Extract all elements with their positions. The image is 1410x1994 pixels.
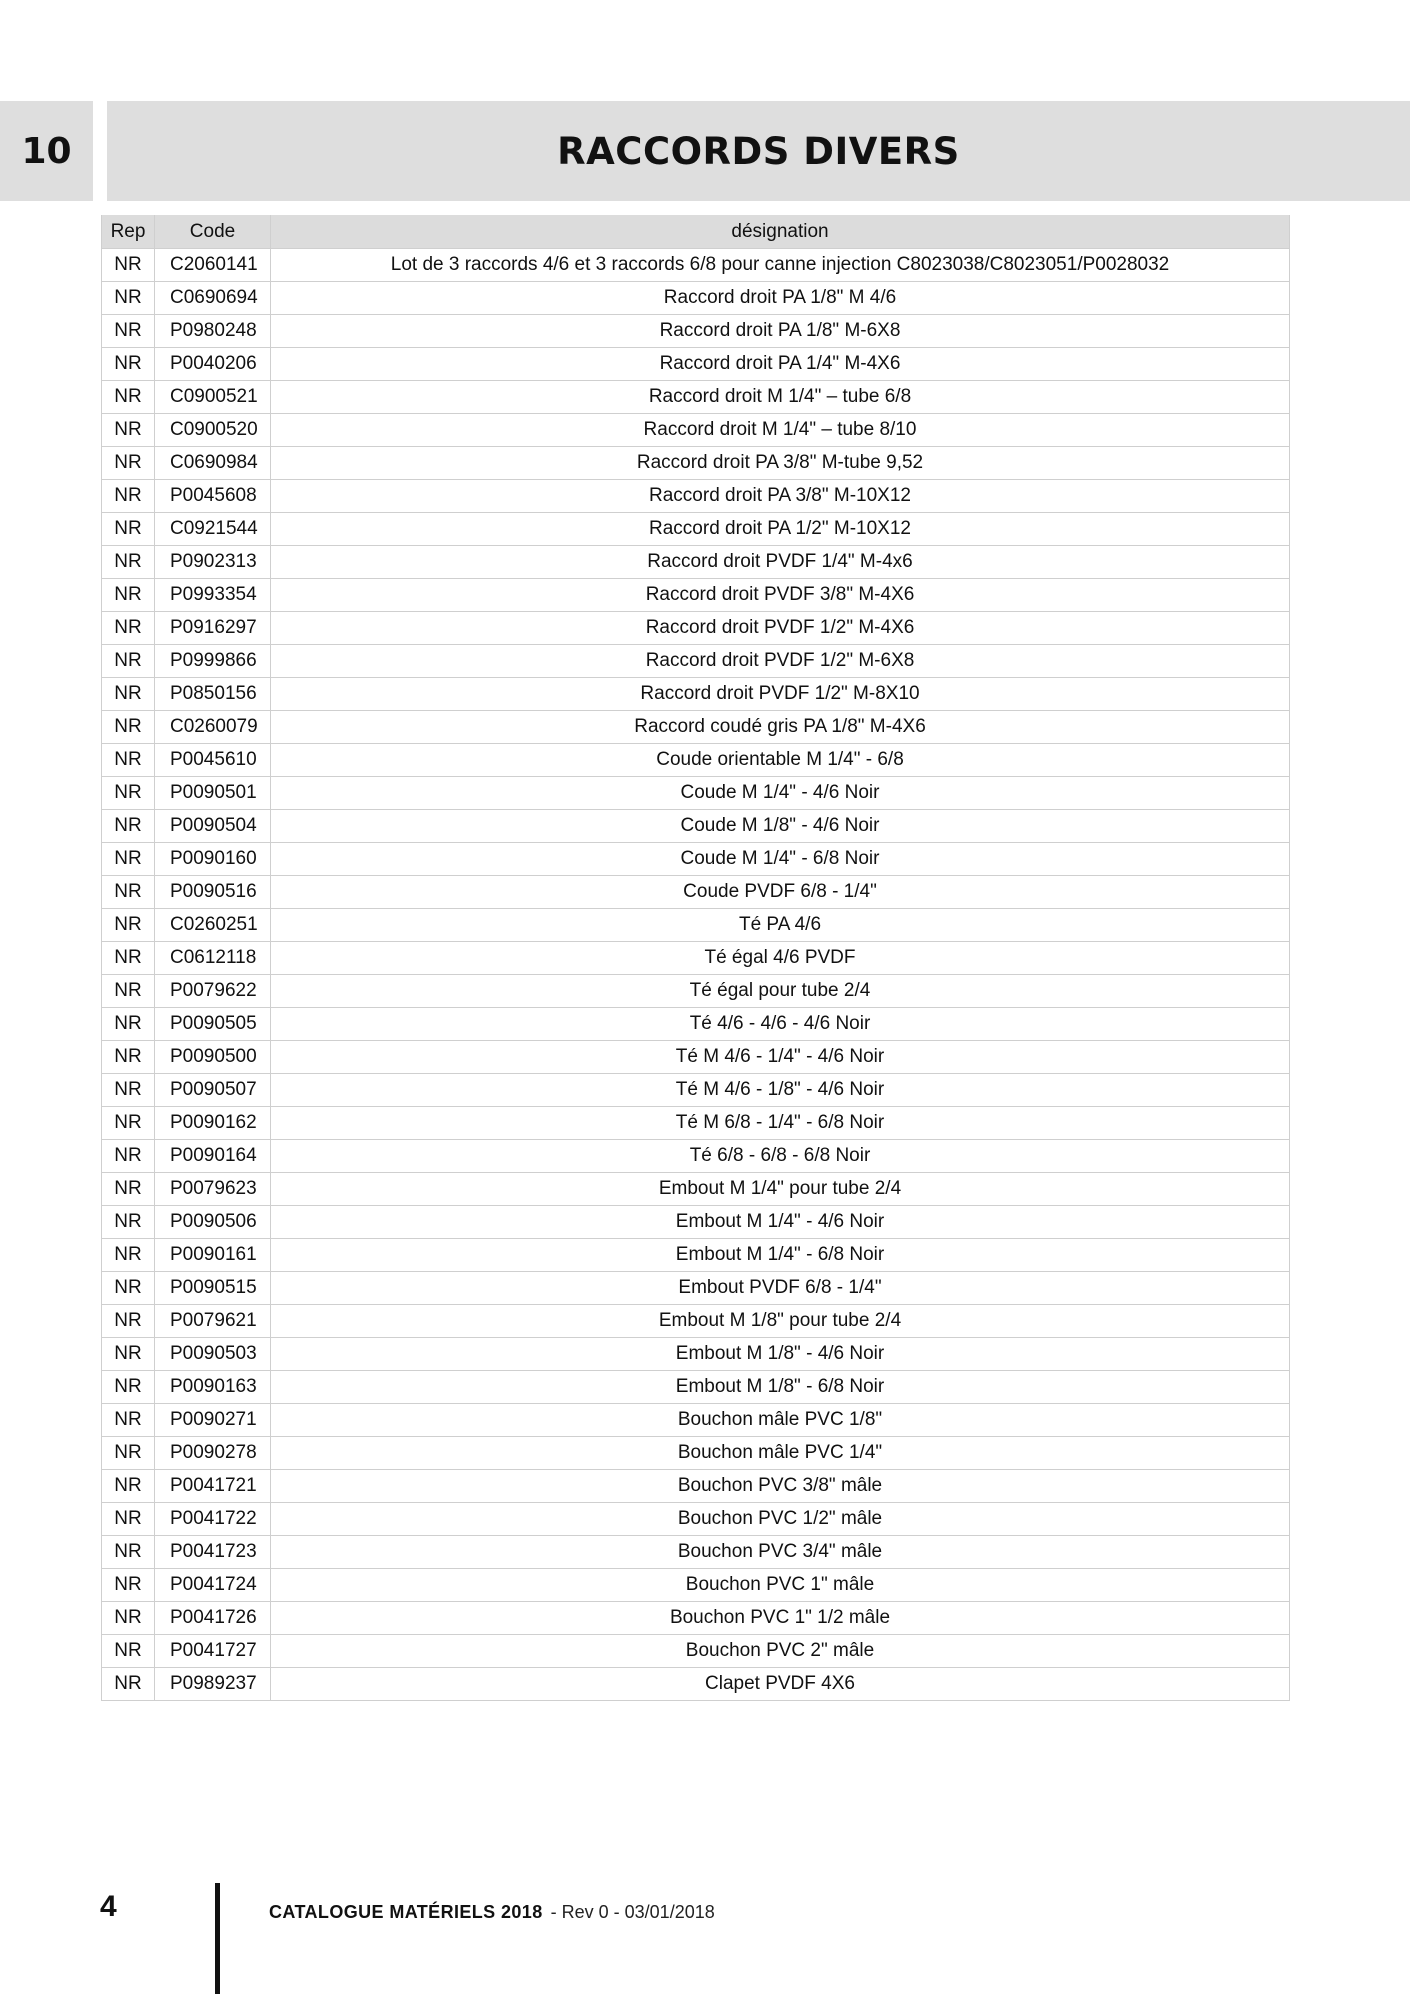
cell-rep: NR — [102, 876, 155, 909]
cell-code: C0900521 — [155, 381, 271, 414]
cell-code: P0850156 — [155, 678, 271, 711]
table-row — [102, 1536, 1290, 1569]
cell-designation: Té M 4/6 - 1/4" - 4/6 Noir — [271, 1041, 1290, 1074]
table-header-row — [102, 215, 1290, 249]
cell-designation: Embout M 1/8" - 6/8 Noir — [271, 1371, 1290, 1404]
table-row — [102, 1503, 1290, 1536]
cell-rep: NR — [102, 1470, 155, 1503]
cell-code: P0090271 — [155, 1404, 271, 1437]
cell-rep: NR — [102, 513, 155, 546]
cell-rep: NR — [102, 1668, 155, 1701]
cell-code: P0079621 — [155, 1305, 271, 1338]
cell-code: P0993354 — [155, 579, 271, 612]
table-row — [102, 249, 1290, 282]
cell-code: P0999866 — [155, 645, 271, 678]
cell-code: P0090515 — [155, 1272, 271, 1305]
table-row — [102, 381, 1290, 414]
cell-designation: Coude orientable M 1/4" - 6/8 — [271, 744, 1290, 777]
table-row — [102, 711, 1290, 744]
cell-code: C0260079 — [155, 711, 271, 744]
table-row — [102, 315, 1290, 348]
table-row — [102, 1206, 1290, 1239]
cell-designation: Raccord droit PVDF 1/2" M-8X10 — [271, 678, 1290, 711]
cell-rep: NR — [102, 1206, 155, 1239]
table-row — [102, 447, 1290, 480]
cell-rep: NR — [102, 1074, 155, 1107]
cell-rep: NR — [102, 777, 155, 810]
cell-designation: Embout PVDF 6/8 - 1/4" — [271, 1272, 1290, 1305]
table-row — [102, 348, 1290, 381]
cell-rep: NR — [102, 1338, 155, 1371]
cell-rep: NR — [102, 1107, 155, 1140]
cell-rep: NR — [102, 381, 155, 414]
table-row — [102, 645, 1290, 678]
cell-code: P0041724 — [155, 1569, 271, 1602]
cell-code: P0090160 — [155, 843, 271, 876]
table-row — [102, 1338, 1290, 1371]
cell-designation: Raccord droit PA 3/8" M-10X12 — [271, 480, 1290, 513]
cell-code: P0916297 — [155, 612, 271, 645]
table-row — [102, 546, 1290, 579]
cell-code: P0090501 — [155, 777, 271, 810]
cell-rep: NR — [102, 678, 155, 711]
cell-rep: NR — [102, 282, 155, 315]
table-row — [102, 942, 1290, 975]
table-row — [102, 1470, 1290, 1503]
cell-rep: NR — [102, 942, 155, 975]
cell-rep: NR — [102, 744, 155, 777]
cell-designation: Raccord droit PA 3/8" M-tube 9,52 — [271, 447, 1290, 480]
cell-rep: NR — [102, 447, 155, 480]
revision-info: - Rev 0 - 03/01/2018 — [550, 1902, 715, 1922]
cell-designation: Raccord coudé gris PA 1/8" M-4X6 — [271, 711, 1290, 744]
cell-rep: NR — [102, 1404, 155, 1437]
cell-code: P0040206 — [155, 348, 271, 381]
cell-code: P0090507 — [155, 1074, 271, 1107]
cell-code: P0079622 — [155, 975, 271, 1008]
cell-rep: NR — [102, 975, 155, 1008]
cell-code: P0041722 — [155, 1503, 271, 1536]
cell-rep: NR — [102, 1239, 155, 1272]
chapter-number: 10 — [0, 101, 93, 201]
cell-rep: NR — [102, 480, 155, 513]
cell-rep: NR — [102, 909, 155, 942]
cell-designation: Té M 4/6 - 1/8" - 4/6 Noir — [271, 1074, 1290, 1107]
cell-rep: NR — [102, 1437, 155, 1470]
cell-rep: NR — [102, 348, 155, 381]
cell-rep: NR — [102, 1371, 155, 1404]
cell-code: P0090161 — [155, 1239, 271, 1272]
cell-designation: Raccord droit PVDF 3/8" M-4X6 — [271, 579, 1290, 612]
cell-designation: Raccord droit PVDF 1/2" M-4X6 — [271, 612, 1290, 645]
cell-rep: NR — [102, 1569, 155, 1602]
cell-code: C0900520 — [155, 414, 271, 447]
cell-designation: Bouchon PVC 3/8" mâle — [271, 1470, 1290, 1503]
cell-rep: NR — [102, 843, 155, 876]
cell-designation: Embout M 1/4" - 6/8 Noir — [271, 1239, 1290, 1272]
cell-rep: NR — [102, 645, 155, 678]
cell-designation: Bouchon PVC 2" mâle — [271, 1635, 1290, 1668]
table-row — [102, 579, 1290, 612]
cell-rep: NR — [102, 1272, 155, 1305]
cell-rep: NR — [102, 612, 155, 645]
cell-rep: NR — [102, 249, 155, 282]
cell-code: C0690694 — [155, 282, 271, 315]
cell-designation: Embout M 1/4" - 4/6 Noir — [271, 1206, 1290, 1239]
table-row — [102, 810, 1290, 843]
table-row — [102, 777, 1290, 810]
table-row — [102, 1602, 1290, 1635]
cell-designation: Raccord droit M 1/4" – tube 6/8 — [271, 381, 1290, 414]
table-row — [102, 612, 1290, 645]
table-row — [102, 1569, 1290, 1602]
cell-designation: Coude M 1/8" - 4/6 Noir — [271, 810, 1290, 843]
cell-code: P0989237 — [155, 1668, 271, 1701]
table-row — [102, 1635, 1290, 1668]
cell-rep: NR — [102, 1635, 155, 1668]
cell-designation: Clapet PVDF 4X6 — [271, 1668, 1290, 1701]
cell-designation: Bouchon PVC 1" mâle — [271, 1569, 1290, 1602]
cell-rep: NR — [102, 1041, 155, 1074]
page-title: RACCORDS DIVERS — [557, 129, 960, 173]
cell-rep: NR — [102, 414, 155, 447]
cell-rep: NR — [102, 1140, 155, 1173]
cell-designation: Coude PVDF 6/8 - 1/4" — [271, 876, 1290, 909]
cell-designation: Té PA 4/6 — [271, 909, 1290, 942]
cell-code: C0612118 — [155, 942, 271, 975]
cell-code: C0921544 — [155, 513, 271, 546]
cell-designation: Bouchon mâle PVC 1/8" — [271, 1404, 1290, 1437]
cell-rep: NR — [102, 1536, 155, 1569]
page-number: 4 — [100, 1890, 117, 1923]
table-row — [102, 1074, 1290, 1107]
cell-designation: Raccord droit PVDF 1/2" M-6X8 — [271, 645, 1290, 678]
cell-designation: Raccord droit PA 1/8" M-6X8 — [271, 315, 1290, 348]
cell-code: P0090163 — [155, 1371, 271, 1404]
cell-designation: Raccord droit PA 1/4" M-4X6 — [271, 348, 1290, 381]
cell-code: P0902313 — [155, 546, 271, 579]
cell-code: P0090505 — [155, 1008, 271, 1041]
table-row — [102, 414, 1290, 447]
table-row — [102, 843, 1290, 876]
table-row — [102, 1668, 1290, 1701]
cell-designation: Té égal 4/6 PVDF — [271, 942, 1290, 975]
cell-code: P0090500 — [155, 1041, 271, 1074]
column-header-rep: Rep — [102, 215, 155, 249]
table-row — [102, 909, 1290, 942]
cell-designation: Lot de 3 raccords 4/6 et 3 raccords 6/8 pour canne injection C8023038/C8023051/P0028032 — [271, 249, 1290, 282]
cell-designation: Bouchon PVC 1" 1/2 mâle — [271, 1602, 1290, 1635]
table-row — [102, 1107, 1290, 1140]
table-row — [102, 1404, 1290, 1437]
cell-designation: Embout M 1/8" pour tube 2/4 — [271, 1305, 1290, 1338]
cell-code: C2060141 — [155, 249, 271, 282]
cell-code: P0079623 — [155, 1173, 271, 1206]
footer-divider — [215, 1883, 220, 1994]
table-row — [102, 678, 1290, 711]
table-row — [102, 282, 1290, 315]
cell-code: P0090503 — [155, 1338, 271, 1371]
cell-code: P0041723 — [155, 1536, 271, 1569]
cell-code: P0041726 — [155, 1602, 271, 1635]
cell-code: P0041727 — [155, 1635, 271, 1668]
table-row — [102, 1140, 1290, 1173]
cell-code: C0690984 — [155, 447, 271, 480]
cell-rep: NR — [102, 1503, 155, 1536]
table-body — [102, 249, 1290, 1701]
cell-designation: Té M 6/8 - 1/4" - 6/8 Noir — [271, 1107, 1290, 1140]
cell-code: P0090516 — [155, 876, 271, 909]
cell-designation: Coude M 1/4" - 6/8 Noir — [271, 843, 1290, 876]
table-row — [102, 513, 1290, 546]
column-header-designation: désignation — [271, 215, 1290, 249]
cell-rep: NR — [102, 579, 155, 612]
cell-code: C0260251 — [155, 909, 271, 942]
table-row — [102, 480, 1290, 513]
cell-designation: Raccord droit PA 1/2" M-10X12 — [271, 513, 1290, 546]
table-row — [102, 1041, 1290, 1074]
table-row — [102, 1173, 1290, 1206]
cell-code: P0045610 — [155, 744, 271, 777]
cell-code: P0980248 — [155, 315, 271, 348]
cell-rep: NR — [102, 810, 155, 843]
table-row — [102, 1305, 1290, 1338]
column-header-code: Code — [155, 215, 271, 249]
cell-designation: Embout M 1/4" pour tube 2/4 — [271, 1173, 1290, 1206]
cell-rep: NR — [102, 1173, 155, 1206]
table-row — [102, 1008, 1290, 1041]
table-row — [102, 1371, 1290, 1404]
cell-code: P0045608 — [155, 480, 271, 513]
catalogue-title: CATALOGUE MATÉRIELS 2018 — [269, 1902, 543, 1922]
cell-designation: Raccord droit PVDF 1/4" M-4x6 — [271, 546, 1290, 579]
table-row — [102, 744, 1290, 777]
cell-code: P0041721 — [155, 1470, 271, 1503]
cell-rep: NR — [102, 1602, 155, 1635]
cell-code: P0090504 — [155, 810, 271, 843]
cell-rep: NR — [102, 546, 155, 579]
cell-rep: NR — [102, 315, 155, 348]
cell-rep: NR — [102, 711, 155, 744]
cell-designation: Bouchon mâle PVC 1/4" — [271, 1437, 1290, 1470]
cell-designation: Té 4/6 - 4/6 - 4/6 Noir — [271, 1008, 1290, 1041]
cell-designation: Bouchon PVC 3/4" mâle — [271, 1536, 1290, 1569]
cell-designation: Té 6/8 - 6/8 - 6/8 Noir — [271, 1140, 1290, 1173]
cell-designation: Embout M 1/8" - 4/6 Noir — [271, 1338, 1290, 1371]
footer-caption — [269, 1902, 715, 1923]
table-row — [102, 876, 1290, 909]
cell-designation: Raccord droit M 1/4" – tube 8/10 — [271, 414, 1290, 447]
table-row — [102, 1437, 1290, 1470]
table-row — [102, 1239, 1290, 1272]
cell-rep: NR — [102, 1008, 155, 1041]
cell-code: P0090162 — [155, 1107, 271, 1140]
cell-designation: Coude M 1/4" - 4/6 Noir — [271, 777, 1290, 810]
cell-code: P0090164 — [155, 1140, 271, 1173]
cell-code: P0090278 — [155, 1437, 271, 1470]
cell-designation: Raccord droit PA 1/8" M 4/6 — [271, 282, 1290, 315]
cell-rep: NR — [102, 1305, 155, 1338]
cell-designation: Bouchon PVC 1/2" mâle — [271, 1503, 1290, 1536]
table-row — [102, 1272, 1290, 1305]
table-row — [102, 975, 1290, 1008]
cell-code: P0090506 — [155, 1206, 271, 1239]
parts-table — [101, 215, 1290, 1701]
title-bar — [107, 101, 1410, 201]
cell-designation: Té égal pour tube 2/4 — [271, 975, 1290, 1008]
